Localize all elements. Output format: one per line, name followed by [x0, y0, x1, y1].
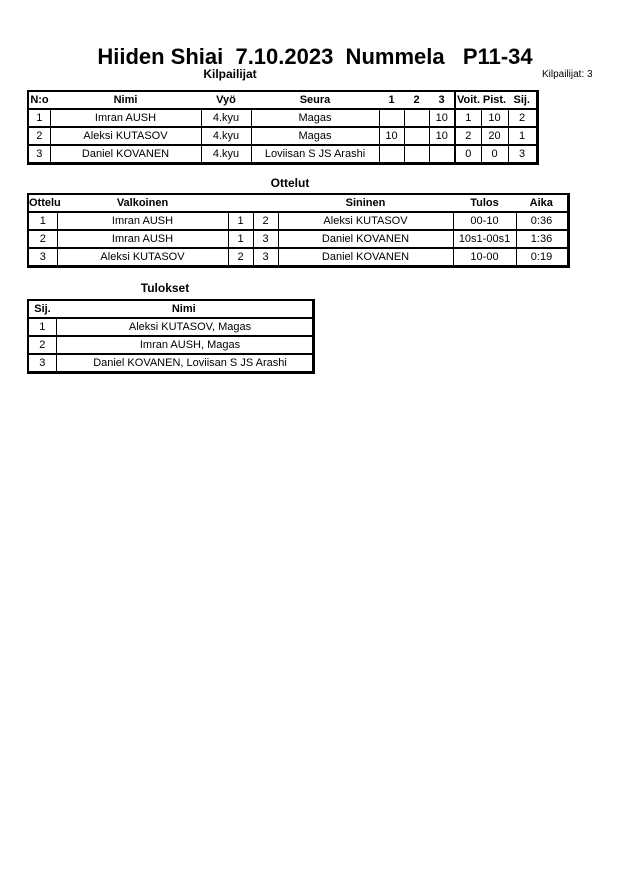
cell-blue-no: 3 — [253, 230, 278, 248]
cell-white-name: Imran AUSH — [57, 212, 228, 230]
cell-voit: 0 — [455, 145, 481, 164]
col-header-round-3: 3 — [429, 91, 455, 109]
cell-sij: 1 — [28, 318, 56, 336]
cell-blue-no: 3 — [253, 248, 278, 267]
cell-sij: 2 — [28, 336, 56, 354]
cell-round-3: 10 — [429, 127, 455, 145]
tulokset-row — [28, 318, 313, 336]
cell-round-1 — [379, 109, 404, 127]
cell-round-3 — [429, 145, 455, 164]
cell-tulos: 00-10 — [453, 212, 516, 230]
tulokset-row — [28, 354, 313, 373]
col-header-sij: Sij. — [28, 300, 56, 318]
cell-aika: 1:36 — [516, 230, 568, 248]
col-header-voit: Voit. — [455, 91, 481, 109]
col-header-tulos: Tulos — [453, 194, 516, 212]
col-header-valkoinen: Valkoinen — [57, 194, 228, 212]
cell-white-name: Aleksi KUTASOV — [57, 248, 228, 267]
kilpailijat-row — [28, 145, 537, 164]
page-title: Hiiden Shiai 7.10.2023 Nummela P11-34 — [97, 44, 533, 69]
cell-round-3: 10 — [429, 109, 455, 127]
cell-blue-no: 2 — [253, 212, 278, 230]
col-header-white-no — [228, 194, 253, 212]
col-header-no: N:o — [28, 91, 50, 109]
cell-tulos: 10-00 — [453, 248, 516, 267]
cell-match-no: 2 — [28, 230, 57, 248]
ottelut-row — [28, 212, 568, 230]
cell-white-name: Imran AUSH — [57, 230, 228, 248]
cell-white-no: 1 — [228, 230, 253, 248]
kilpailijat-header-row — [28, 91, 537, 109]
cell-sij: 3 — [508, 145, 537, 164]
cell-white-no: 2 — [228, 248, 253, 267]
cell-pist: 20 — [481, 127, 508, 145]
cell-vyo: 4.kyu — [201, 127, 251, 145]
tulokset-header-row — [28, 300, 313, 318]
cell-match-no: 1 — [28, 212, 57, 230]
cell-white-no: 1 — [228, 212, 253, 230]
col-header-round-1: 1 — [379, 91, 404, 109]
cell-vyo: 4.kyu — [201, 109, 251, 127]
competitor-count-label: Kilpailijat: 3 — [542, 69, 593, 80]
cell-nimi: Daniel KOVANEN — [50, 145, 201, 164]
kilpailijat-row — [28, 109, 537, 127]
cell-voit: 1 — [455, 109, 481, 127]
cell-seura: Magas — [251, 109, 379, 127]
cell-blue-name: Daniel KOVANEN — [278, 230, 453, 248]
section-title-kilpailijat: Kilpailijat — [203, 67, 257, 81]
col-header-nimi: Nimi — [50, 91, 201, 109]
col-header-aika: Aika — [516, 194, 568, 212]
cell-nimi: Aleksi KUTASOV, Magas — [56, 318, 313, 336]
cell-nimi: Daniel KOVANEN, Loviisan S JS Arashi — [56, 354, 313, 373]
cell-round-1 — [379, 145, 404, 164]
col-header-ottelu: Ottelu — [28, 194, 57, 212]
cell-vyo: 4.kyu — [201, 145, 251, 164]
cell-nimi: Imran AUSH — [50, 109, 201, 127]
cell-blue-name: Aleksi KUTASOV — [278, 212, 453, 230]
cell-seura: Loviisan S JS Arashi — [251, 145, 379, 164]
cell-no: 3 — [28, 145, 50, 164]
col-header-blue-no — [253, 194, 278, 212]
col-header-nimi: Nimi — [56, 300, 313, 318]
cell-no: 1 — [28, 109, 50, 127]
col-header-sij: Sij. — [508, 91, 537, 109]
kilpailijat-row — [28, 127, 537, 145]
cell-pist: 0 — [481, 145, 508, 164]
cell-sij: 1 — [508, 127, 537, 145]
col-header-seura: Seura — [251, 91, 379, 109]
ottelut-header-row — [28, 194, 568, 212]
cell-round-1: 10 — [379, 127, 404, 145]
tulokset-table — [27, 299, 315, 374]
cell-nimi: Aleksi KUTASOV — [50, 127, 201, 145]
cell-seura: Magas — [251, 127, 379, 145]
col-header-pist: Pist. — [481, 91, 508, 109]
cell-sij: 2 — [508, 109, 537, 127]
kilpailijat-table — [27, 90, 539, 165]
col-header-vyo: Vyö — [201, 91, 251, 109]
ottelut-table — [27, 193, 570, 268]
cell-aika: 0:19 — [516, 248, 568, 267]
section-title-tulokset: Tulokset — [140, 281, 190, 295]
section-title-ottelut: Ottelut — [270, 176, 310, 190]
cell-match-no: 3 — [28, 248, 57, 267]
ottelut-row — [28, 230, 568, 248]
cell-round-2 — [404, 127, 429, 145]
cell-sij: 3 — [28, 354, 56, 373]
col-header-sininen: Sininen — [278, 194, 453, 212]
tulokset-row — [28, 336, 313, 354]
cell-no: 2 — [28, 127, 50, 145]
cell-round-2 — [404, 109, 429, 127]
cell-tulos: 10s1-00s1 — [453, 230, 516, 248]
cell-nimi: Imran AUSH, Magas — [56, 336, 313, 354]
cell-voit: 2 — [455, 127, 481, 145]
cell-aika: 0:36 — [516, 212, 568, 230]
ottelut-row — [28, 248, 568, 267]
cell-blue-name: Daniel KOVANEN — [278, 248, 453, 267]
col-header-round-2: 2 — [404, 91, 429, 109]
cell-round-2 — [404, 145, 429, 164]
cell-pist: 10 — [481, 109, 508, 127]
